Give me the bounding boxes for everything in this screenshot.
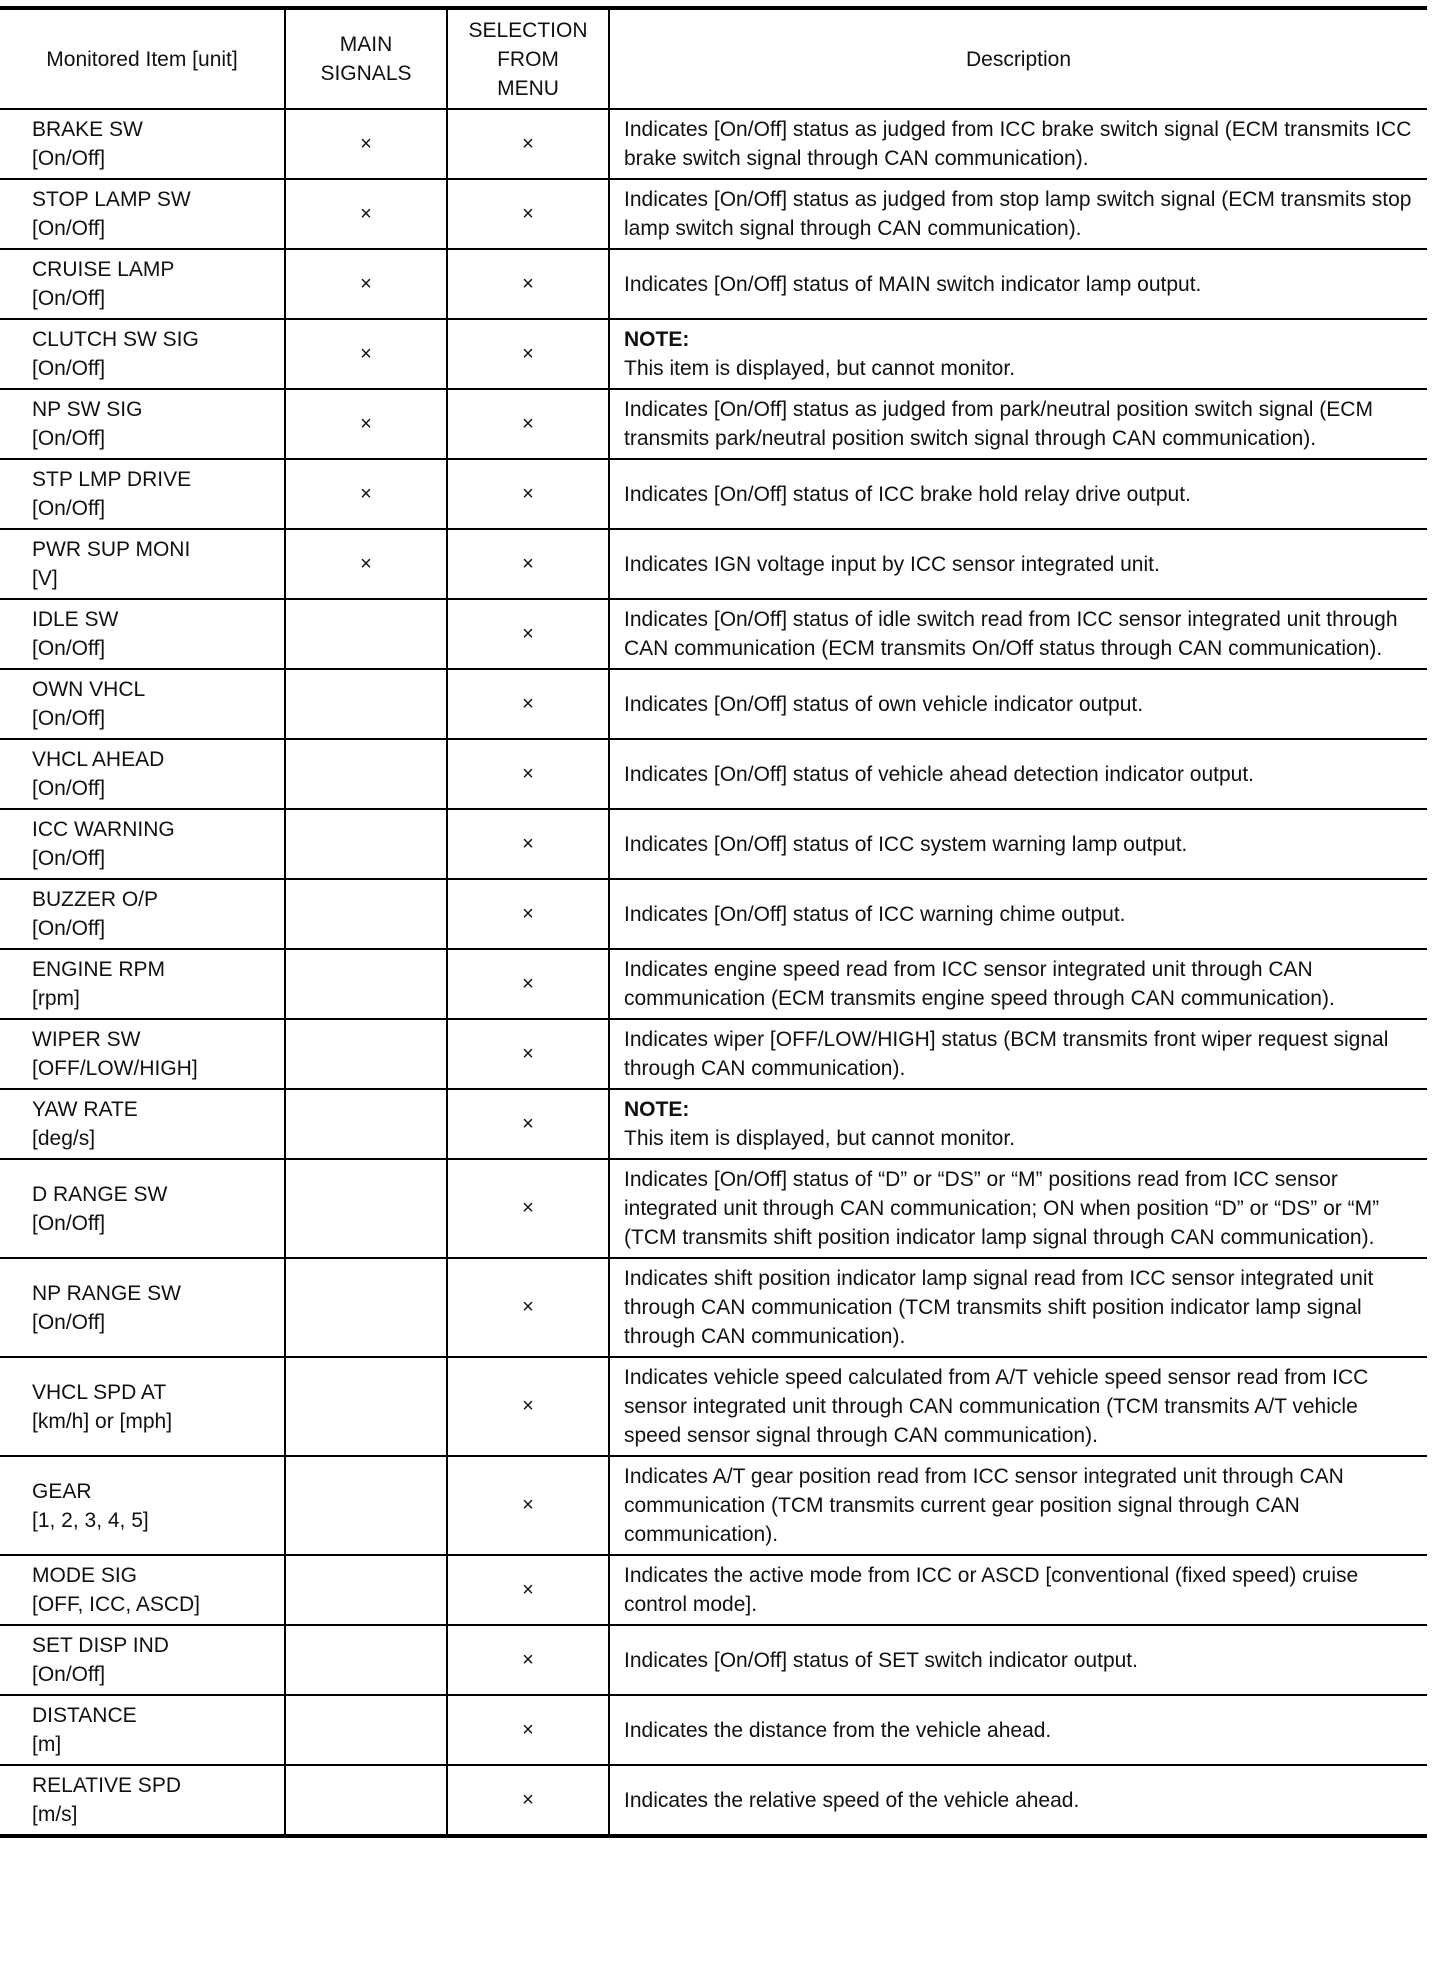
- item-unit: [On/Off]: [32, 1310, 106, 1334]
- main-signals-mark: [285, 1555, 447, 1625]
- table-row: [0, 1695, 1427, 1765]
- description-cell: [609, 179, 1427, 249]
- selection-from-menu-mark: ×: [447, 739, 609, 809]
- table-header-row: [0, 8, 1427, 109]
- description-text: Indicates [On/Off] status of idle switch read from ICC sensor integrated unit through CAN communication (ECM transmits On/Off status through CAN communication).: [624, 608, 1398, 660]
- main-signals-mark: [285, 1456, 447, 1555]
- description-cell: [609, 1456, 1427, 1555]
- main-signals-mark: [285, 949, 447, 1019]
- monitored-item-cell: [0, 459, 285, 529]
- main-signals-mark: [285, 599, 447, 669]
- item-name: DISTANCE: [32, 1704, 137, 1727]
- table-body: [0, 109, 1427, 1836]
- monitored-item-cell: [0, 1456, 285, 1555]
- monitored-item-cell: [0, 1019, 285, 1089]
- table-row: [0, 1019, 1427, 1089]
- description-text: Indicates A/T gear position read from ICC sensor integrated unit through CAN communication (TCM transmits current gear position signal through CAN communication).: [624, 1465, 1344, 1546]
- item-unit: [On/Off]: [32, 147, 106, 170]
- main-signals-mark: [285, 1695, 447, 1765]
- description-cell: [609, 1019, 1427, 1089]
- item-unit: [On/Off]: [32, 637, 106, 660]
- table-row: [0, 109, 1427, 179]
- table-row: [0, 879, 1427, 949]
- main-signals-mark: [285, 1357, 447, 1456]
- selection-from-menu-mark: ×: [447, 109, 609, 179]
- monitored-item-cell: [0, 1555, 285, 1625]
- description-text: Indicates vehicle speed calculated from A/T vehicle speed sensor read from ICC sensor integrated unit through CAN communication (TCM transmits A/T vehicle speed sensor signal through CAN communication).: [624, 1366, 1369, 1447]
- selection-from-menu-mark: ×: [447, 599, 609, 669]
- description-cell: [609, 389, 1427, 459]
- description-text: Indicates [On/Off] status of ICC brake hold relay drive output.: [624, 482, 1191, 506]
- item-unit: [On/Off]: [32, 777, 106, 800]
- description-cell: [609, 949, 1427, 1019]
- description-cell: [609, 1357, 1427, 1456]
- description-cell: [609, 1258, 1427, 1357]
- item-unit: [On/Off]: [32, 1211, 106, 1235]
- item-name: OWN VHCL: [32, 678, 146, 701]
- description-cell: [609, 1555, 1427, 1625]
- description-cell: [609, 1159, 1427, 1258]
- item-unit: [On/Off]: [32, 427, 106, 450]
- item-unit: [m]: [32, 1733, 62, 1756]
- description-text: Indicates [On/Off] status of MAIN switch indicator lamp output.: [624, 272, 1202, 296]
- description-text: Indicates shift position indicator lamp signal read from ICC sensor integrated unit through CAN communication (TCM transmits shift position indicator lamp signal through CAN communication).: [624, 1267, 1374, 1348]
- item-unit: [1, 2, 3, 4, 5]: [32, 1508, 149, 1532]
- selection-from-menu-mark: ×: [447, 389, 609, 459]
- table-row: [0, 1258, 1427, 1357]
- monitored-item-cell: [0, 179, 285, 249]
- monitored-item-cell: [0, 1625, 285, 1695]
- description-text: This item is displayed, but cannot monitor.: [624, 1127, 1016, 1150]
- table-row: [0, 599, 1427, 669]
- item-unit: [On/Off]: [32, 217, 106, 240]
- item-name: D RANGE SW: [32, 1182, 168, 1206]
- monitor-items-table: [0, 6, 1427, 1838]
- item-name: ICC WARNING: [32, 818, 175, 841]
- main-signals-mark: [285, 1258, 447, 1357]
- selection-from-menu-mark: ×: [447, 669, 609, 739]
- item-unit: [V]: [32, 567, 58, 590]
- header-selection-from-menu: SELECTION FROM MENU: [447, 8, 609, 109]
- item-name: BRAKE SW: [32, 118, 143, 141]
- item-name: VHCL SPD AT: [32, 1380, 167, 1404]
- selection-from-menu-mark: ×: [447, 1695, 609, 1765]
- description-cell: [609, 249, 1427, 319]
- table-row: [0, 809, 1427, 879]
- description-text: Indicates engine speed read from ICC sensor integrated unit through CAN communication (ECM transmits engine speed through CAN communication).: [624, 958, 1335, 1010]
- monitored-item-cell: [0, 809, 285, 879]
- main-signals-mark: ×: [285, 109, 447, 179]
- description-text: This item is displayed, but cannot monitor.: [624, 357, 1016, 380]
- monitored-item-cell: [0, 1258, 285, 1357]
- selection-from-menu-mark: ×: [447, 1357, 609, 1456]
- note-label: NOTE:: [624, 1098, 690, 1121]
- table-row: [0, 1765, 1427, 1836]
- description-text: Indicates [On/Off] status of ICC warning chime output.: [624, 902, 1126, 926]
- description-cell: [609, 1089, 1427, 1159]
- main-signals-mark: [285, 879, 447, 949]
- description-cell: [609, 599, 1427, 669]
- item-name: CRUISE LAMP: [32, 258, 175, 281]
- table-row: [0, 1625, 1427, 1695]
- main-signals-mark: [285, 669, 447, 739]
- item-name: GEAR: [32, 1479, 92, 1503]
- item-unit: [On/Off]: [32, 497, 106, 520]
- selection-from-menu-mark: ×: [447, 809, 609, 879]
- selection-from-menu-mark: ×: [447, 319, 609, 389]
- table-row: [0, 739, 1427, 809]
- main-signals-mark: ×: [285, 389, 447, 459]
- monitored-item-cell: [0, 109, 285, 179]
- note-label: NOTE:: [624, 328, 690, 351]
- table-row: [0, 319, 1427, 389]
- monitored-item-cell: [0, 319, 285, 389]
- selection-from-menu-mark: ×: [447, 1625, 609, 1695]
- table-row: [0, 179, 1427, 249]
- item-name: SET DISP IND: [32, 1634, 169, 1657]
- item-name: VHCL AHEAD: [32, 748, 165, 771]
- main-signals-mark: ×: [285, 459, 447, 529]
- selection-from-menu-mark: ×: [447, 1019, 609, 1089]
- main-signals-mark: [285, 1019, 447, 1089]
- monitored-item-cell: [0, 1765, 285, 1836]
- selection-from-menu-mark: ×: [447, 879, 609, 949]
- item-unit: [m/s]: [32, 1803, 78, 1826]
- item-unit: [On/Off]: [32, 357, 106, 380]
- description-text: Indicates wiper [OFF/LOW/HIGH] status (BCM transmits front wiper request signal through CAN communication).: [624, 1028, 1389, 1080]
- item-name: WIPER SW: [32, 1028, 141, 1051]
- main-signals-mark: [285, 809, 447, 879]
- description-cell: [609, 1765, 1427, 1836]
- selection-from-menu-mark: ×: [447, 529, 609, 599]
- description-cell: [609, 529, 1427, 599]
- table-row: [0, 249, 1427, 319]
- description-text: Indicates [On/Off] status of SET switch indicator output.: [624, 1648, 1138, 1672]
- monitored-item-cell: [0, 669, 285, 739]
- description-cell: [609, 1625, 1427, 1695]
- item-name: NP SW SIG: [32, 398, 143, 421]
- monitored-item-cell: [0, 389, 285, 459]
- selection-from-menu-mark: ×: [447, 1159, 609, 1258]
- description-text: Indicates [On/Off] status as judged from stop lamp switch signal (ECM transmits stop lamp switch signal through CAN communication).: [624, 188, 1412, 240]
- item-unit: [On/Off]: [32, 917, 106, 940]
- item-name: CLUTCH SW SIG: [32, 328, 199, 351]
- description-text: Indicates [On/Off] status of vehicle ahead detection indicator output.: [624, 762, 1254, 786]
- item-unit: [km/h] or [mph]: [32, 1409, 173, 1433]
- description-cell: [609, 739, 1427, 809]
- header-monitored-item: Monitored Item [unit]: [0, 8, 285, 109]
- monitored-item-cell: [0, 1357, 285, 1456]
- description-text: Indicates IGN voltage input by ICC sensor integrated unit.: [624, 552, 1160, 576]
- item-name: BUZZER O/P: [32, 888, 159, 911]
- selection-from-menu-mark: ×: [447, 949, 609, 1019]
- main-signals-mark: [285, 1159, 447, 1258]
- table-row: [0, 1456, 1427, 1555]
- item-unit: [On/Off]: [32, 1663, 106, 1686]
- description-text: Indicates [On/Off] status as judged from park/neutral position switch signal (ECM transmits park/neutral position switch signal through CAN communication).: [624, 398, 1373, 450]
- selection-from-menu-mark: ×: [447, 1258, 609, 1357]
- description-cell: [609, 109, 1427, 179]
- description-text: Indicates the distance from the vehicle ahead.: [624, 1718, 1052, 1742]
- item-unit: [On/Off]: [32, 847, 106, 870]
- item-unit: [OFF, ICC, ASCD]: [32, 1593, 201, 1616]
- monitored-item-cell: [0, 1695, 285, 1765]
- header-description: Description: [609, 8, 1427, 109]
- item-name: YAW RATE: [32, 1098, 138, 1121]
- main-signals-mark: [285, 1765, 447, 1836]
- description-text: Indicates [On/Off] status as judged from ICC brake switch signal (ECM transmits ICC brake switch signal through CAN communication).: [624, 118, 1412, 170]
- item-unit: [rpm]: [32, 987, 80, 1010]
- item-name: NP RANGE SW: [32, 1281, 181, 1305]
- item-unit: [On/Off]: [32, 707, 106, 730]
- item-name: MODE SIG: [32, 1564, 138, 1587]
- main-signals-mark: [285, 1625, 447, 1695]
- item-name: PWR SUP MONI: [32, 538, 191, 561]
- item-name: IDLE SW: [32, 608, 119, 631]
- monitored-item-cell: [0, 249, 285, 319]
- item-name: STOP LAMP SW: [32, 188, 191, 211]
- description-cell: [609, 459, 1427, 529]
- monitor-table-container: [0, 6, 1427, 1838]
- table-row: [0, 459, 1427, 529]
- monitored-item-cell: [0, 949, 285, 1019]
- table-row: [0, 1357, 1427, 1456]
- main-signals-mark: ×: [285, 249, 447, 319]
- description-text: Indicates [On/Off] status of own vehicle indicator output.: [624, 692, 1144, 716]
- selection-from-menu-mark: ×: [447, 459, 609, 529]
- table-row: [0, 389, 1427, 459]
- monitored-item-cell: [0, 739, 285, 809]
- table-row: [0, 1159, 1427, 1258]
- table-row: [0, 1555, 1427, 1625]
- item-name: STP LMP DRIVE: [32, 468, 192, 491]
- monitored-item-cell: [0, 599, 285, 669]
- selection-from-menu-mark: ×: [447, 1765, 609, 1836]
- table-row: [0, 949, 1427, 1019]
- description-text: Indicates [On/Off] status of “D” or “DS” or “M” positions read from ICC sensor integrated unit through CAN communication; ON when position “D” or “DS” or “M” (TCM transmits shift position indicator lamp signal through CAN communication).: [624, 1168, 1380, 1249]
- item-unit: [deg/s]: [32, 1127, 96, 1150]
- description-cell: [609, 1695, 1427, 1765]
- description-text: Indicates the active mode from ICC or ASCD [conventional (fixed speed) cruise control mode].: [624, 1564, 1359, 1616]
- table-row: [0, 669, 1427, 739]
- item-unit: [On/Off]: [32, 287, 106, 310]
- item-name: ENGINE RPM: [32, 958, 166, 981]
- description-cell: [609, 319, 1427, 389]
- description-text: Indicates [On/Off] status of ICC system warning lamp output.: [624, 832, 1188, 856]
- monitored-item-cell: [0, 1159, 285, 1258]
- header-main-signals: MAIN SIGNALS: [285, 8, 447, 109]
- item-name: RELATIVE SPD: [32, 1774, 181, 1797]
- main-signals-mark: ×: [285, 529, 447, 599]
- main-signals-mark: ×: [285, 179, 447, 249]
- monitored-item-cell: [0, 1089, 285, 1159]
- monitored-item-cell: [0, 529, 285, 599]
- description-cell: [609, 809, 1427, 879]
- selection-from-menu-mark: ×: [447, 249, 609, 319]
- description-text: Indicates the relative speed of the vehicle ahead.: [624, 1788, 1080, 1812]
- selection-from-menu-mark: ×: [447, 1456, 609, 1555]
- description-cell: [609, 669, 1427, 739]
- selection-from-menu-mark: ×: [447, 179, 609, 249]
- table-row: [0, 1089, 1427, 1159]
- description-cell: [609, 879, 1427, 949]
- monitored-item-cell: [0, 879, 285, 949]
- selection-from-menu-mark: ×: [447, 1555, 609, 1625]
- item-unit: [OFF/LOW/HIGH]: [32, 1057, 198, 1080]
- main-signals-mark: [285, 1089, 447, 1159]
- table-row: [0, 529, 1427, 599]
- main-signals-mark: ×: [285, 319, 447, 389]
- main-signals-mark: [285, 739, 447, 809]
- selection-from-menu-mark: ×: [447, 1089, 609, 1159]
